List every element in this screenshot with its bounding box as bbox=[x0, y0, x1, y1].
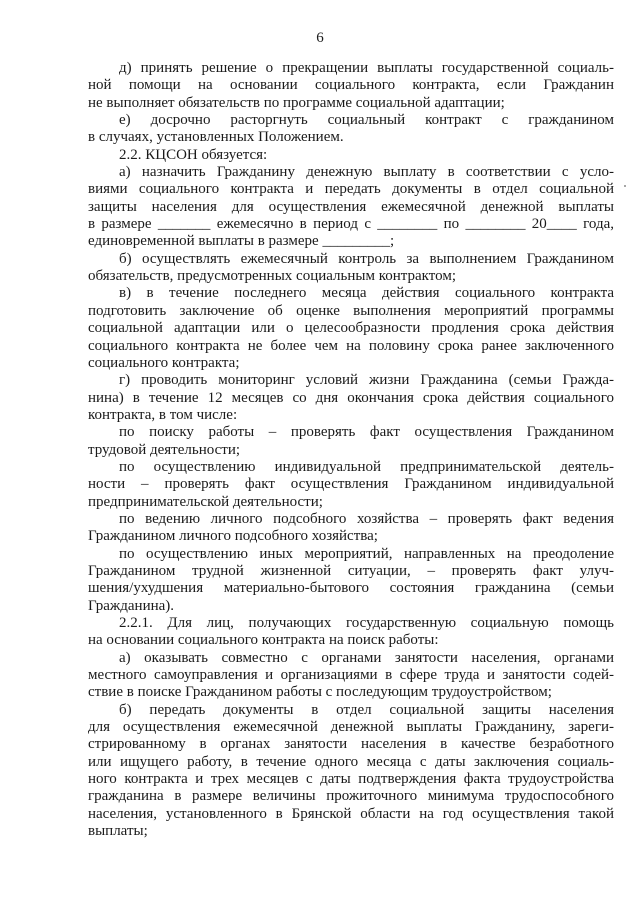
text-line: единовременной выплаты в размере _________; bbox=[88, 233, 395, 250]
text-line: ного контракта и трех месяцев с даты подтверждения факта трудоустройства bbox=[88, 771, 614, 788]
text-line: Гражданином трудной жизненной ситуации, – проверять факт улуч- bbox=[88, 562, 614, 579]
text-line: д) принять решение о прекращении выплаты государственной социаль- bbox=[119, 60, 614, 76]
text-line: трудовой деятельности; bbox=[88, 441, 241, 458]
text-line: или ищущего работу, в течение одного месяца с даты заключения социаль- bbox=[88, 753, 614, 770]
text-line: подготовить заключение об оценке выполнения мероприятий программы bbox=[88, 302, 614, 319]
text-line: в) в течение последнего месяца действия социального контракта bbox=[119, 285, 614, 302]
text-line: Гражданина). bbox=[88, 597, 175, 614]
text-line: а) назначить Гражданину денежную выплату в соответствии с усло- bbox=[119, 164, 614, 181]
scan-artifact-speck bbox=[624, 185, 626, 187]
text-line: ной помощи на основании социального контракта, если Гражданин bbox=[88, 77, 614, 94]
text-line: населения, установленного в Брянской области на год осуществления такой bbox=[88, 805, 614, 822]
text-line: по ведению личного подсобного хозяйства – проверять факт ведения bbox=[119, 510, 614, 527]
text-line: Гражданином личного подсобного хозяйства; bbox=[88, 528, 378, 545]
text-line: обязательств, предусмотренных социальным контрактом; bbox=[88, 268, 456, 285]
text-line: контракта, в том числе: bbox=[88, 406, 238, 423]
text-line: защиты населения для осуществления ежемесячной денежной выплаты bbox=[88, 198, 614, 215]
text-line: социального контракта; bbox=[88, 354, 240, 371]
text-line: 2.2. КЦСОН обязуется: bbox=[119, 146, 268, 163]
text-line: а) оказывать совместно с органами занятости населения, органами bbox=[119, 649, 614, 666]
text-line: б) осуществлять ежемесячный контроль за выполнением Гражданином bbox=[119, 250, 614, 267]
text-line: по осуществлению иных мероприятий, направленных на преодоление bbox=[119, 545, 614, 562]
text-line: в размере _______ ежемесячно в период с ________ по ________ 20____ года, bbox=[88, 216, 614, 233]
text-line: по поиску работы – проверять факт осуществления Гражданином bbox=[119, 424, 614, 441]
text-line: ствие в поиске Гражданином работы с последующим трудоустройством; bbox=[88, 684, 552, 701]
text-line: в случаях, установленных Положением. bbox=[88, 129, 344, 146]
text-line: не выполняет обязательств по программе социальной адаптации; bbox=[88, 94, 505, 111]
document-body bbox=[88, 60, 614, 840]
text-line: для осуществления ежемесячной денежной выплаты Гражданину, зареги- bbox=[88, 719, 614, 736]
text-line: б) передать документы в отдел социальной защиты населения bbox=[119, 701, 614, 718]
text-line: стрированному в органах занятости населения в качестве безработного bbox=[88, 736, 614, 753]
text-line: е) досрочно расторгнуть социальный контракт с гражданином bbox=[119, 112, 614, 129]
text-line: по осуществлению индивидуальной предпринимательской деятель- bbox=[119, 458, 614, 475]
text-line: предпринимательской деятельности; bbox=[88, 493, 323, 510]
text-line: 2.2.1. Для лиц, получающих государственную социальную помощь bbox=[119, 615, 614, 631]
text-line: г) проводить мониторинг условий жизни Гражданина (семьи Гражда- bbox=[119, 372, 614, 389]
page-number: 6 bbox=[316, 30, 324, 46]
text-line: выплаты; bbox=[88, 823, 148, 840]
text-line: шения/ухудшения материально-бытового состояния гражданина (семьи bbox=[88, 580, 614, 597]
text-line: виями социального контракта и передать документы в отдел социальной bbox=[88, 181, 614, 198]
text-line: ности – проверять факт осуществления Гражданином индивидуальной bbox=[88, 476, 614, 493]
text-line: на основании социального контракта на поиск работы: bbox=[88, 632, 439, 649]
text-line: социальной адаптации или о целесообразности продления срока действия bbox=[88, 320, 614, 337]
text-line: местного самоуправления и организациями в сфере труда и занятости содей- bbox=[88, 667, 614, 684]
text-line: социального контракта не более чем на половину срока ранее заключенного bbox=[88, 337, 614, 354]
text-line: гражданина в размере величины прожиточного минимума трудоспособного bbox=[88, 788, 614, 805]
text-line: нина) в течение 12 месяцев со дня окончания срока действия социального bbox=[88, 389, 614, 406]
